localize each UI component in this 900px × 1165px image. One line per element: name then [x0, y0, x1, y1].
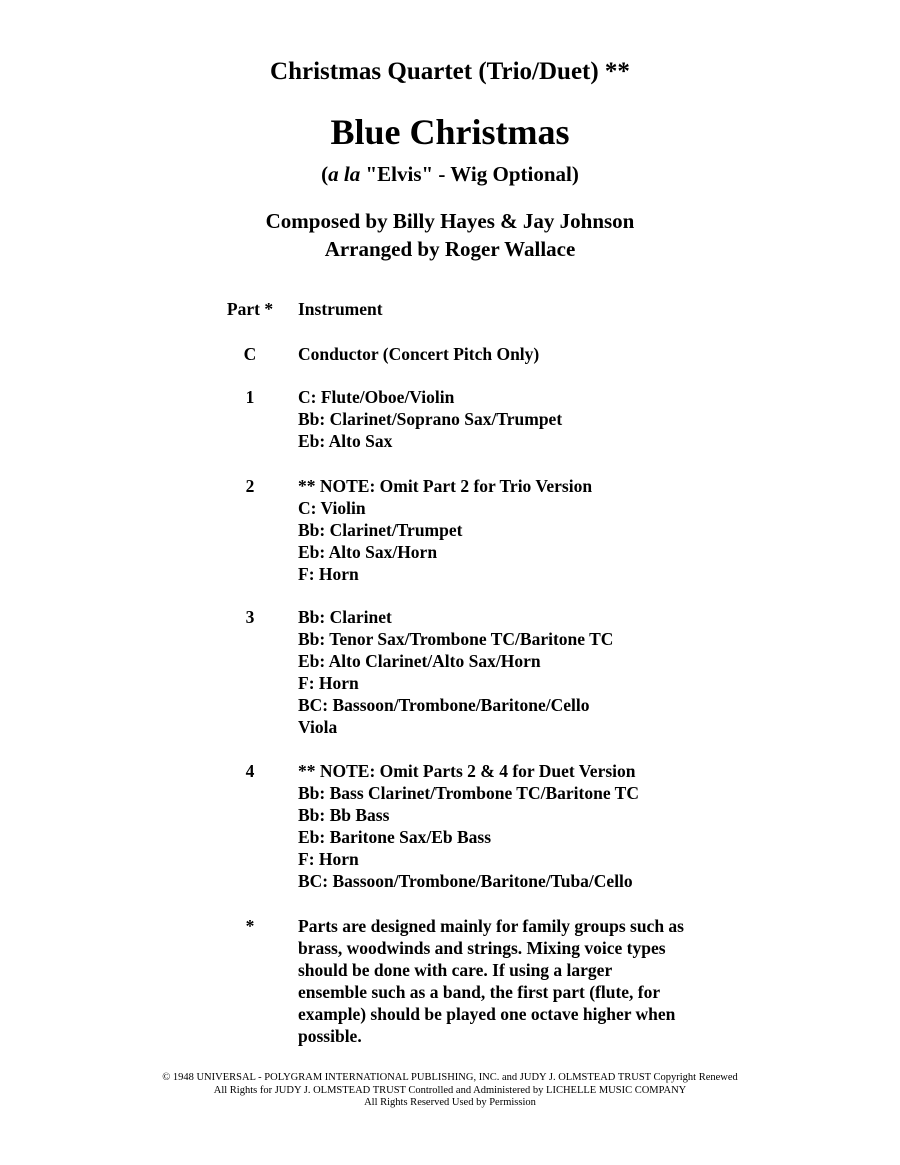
instrument-line: Bb: Bb Bass [298, 805, 390, 825]
instrument-line: F: Horn [298, 564, 359, 584]
subtitle-open-paren: ( [321, 162, 329, 186]
column-header-instrument: Instrument [298, 299, 383, 319]
part-label: 2 [245, 476, 255, 496]
subtitle-rest: "Elvis" - Wig Optional) [360, 162, 579, 186]
instrument-line: possible. [298, 1026, 362, 1046]
instrument-line: ensemble such as a band, the first part (flute, for [298, 982, 661, 1002]
instrument-line: Eb: Alto Sax/Horn [298, 542, 438, 562]
copyright-notice [0, 1072, 900, 1110]
instrument-line: ** NOTE: Omit Parts 2 & 4 for Duet Version [298, 761, 636, 781]
instrument-line: Eb: Baritone Sax/Eb Bass [298, 827, 492, 847]
copyright-line: All Rights Reserved Used by Permission [364, 1097, 536, 1108]
part-label: C [243, 344, 257, 364]
instrument-line: Bb: Bass Clarinet/Trombone TC/Baritone TC [298, 783, 639, 803]
instrument-line: Parts are designed mainly for family groups such as [298, 916, 684, 936]
part-label: 4 [245, 761, 255, 781]
instrument-line: Bb: Clarinet/Trumpet [298, 520, 463, 540]
instrument-line: Viola [298, 717, 338, 737]
instrument-line: F: Horn [298, 849, 359, 869]
column-header-part: Part * [226, 299, 274, 319]
instrument-list [298, 760, 738, 892]
instrument-line: BC: Bassoon/Trombone/Baritone/Cello [298, 695, 590, 715]
instrument-line: ** NOTE: Omit Part 2 for Trio Version [298, 476, 593, 496]
instrument-line: C: Violin [298, 498, 366, 518]
instrument-line: Eb: Alto Clarinet/Alto Sax/Horn [298, 651, 541, 671]
instrument-line: should be done with care. If using a larger [298, 960, 613, 980]
instrument-line: Bb: Clarinet/Soprano Sax/Trumpet [298, 409, 563, 429]
instrument-line: Bb: Clarinet [298, 607, 392, 627]
instrument-list [298, 343, 738, 365]
subtitle-italic: a la [328, 162, 361, 186]
instrument-list [298, 475, 738, 585]
instrument-line: Bb: Tenor Sax/Trombone TC/Baritone TC [298, 629, 614, 649]
copyright-line: © 1948 UNIVERSAL - POLYGRAM INTERNATIONAL PUBLISHING, INC. and JUDY J. OLMSTEAD TRUST Copyright Renewed [162, 1072, 738, 1083]
instrument-line: brass, woodwinds and strings. Mixing voice types [298, 938, 666, 958]
instrument-list [298, 915, 738, 1047]
instrument-line: Conductor (Concert Pitch Only) [298, 344, 540, 364]
copyright-line: All Rights for JUDY J. OLMSTEAD TRUST Controlled and Administered by LICHELLE MUSIC COMPANY [213, 1084, 687, 1096]
instrument-list [298, 606, 738, 738]
part-label: 3 [245, 607, 255, 627]
part-label: 1 [245, 387, 255, 407]
arranger-credit: Arranged by Roger Wallace [324, 237, 576, 261]
instrument-line: C: Flute/Oboe/Violin [298, 387, 455, 407]
series-title: Christmas Quartet (Trio/Duet) ** [270, 58, 630, 85]
song-title: Blue Christmas [330, 112, 570, 152]
song-subtitle [0, 160, 900, 188]
instrument-line: F: Horn [298, 673, 359, 693]
instrument-list [298, 386, 738, 452]
composer-credit: Composed by Billy Hayes & Jay Johnson [265, 209, 635, 233]
column-header-instrument-wrap [298, 298, 738, 320]
instrument-line: Eb: Alto Sax [298, 431, 393, 451]
instrument-line: example) should be played one octave higher when [298, 1004, 676, 1024]
part-label: * [245, 916, 255, 936]
instrument-line: BC: Bassoon/Trombone/Baritone/Tuba/Cello [298, 871, 633, 891]
